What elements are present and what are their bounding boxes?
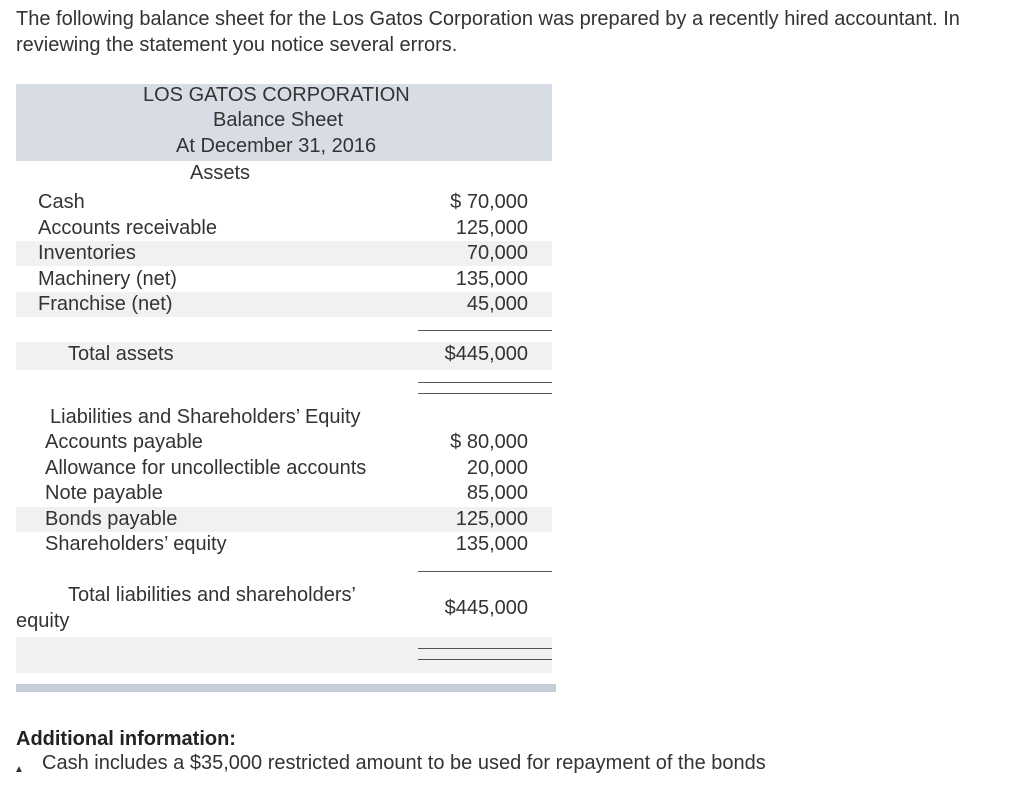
double-rule-bottom [418,393,552,394]
asset-row [16,267,552,292]
sheet-bottom-bar [16,684,556,692]
subtotal-rule [418,330,552,331]
asset-amount: 135,000 [455,268,528,290]
asset-amount: 70,000 [466,242,528,264]
total-liabilities-label-line1: Total liabilities and shareholders’ [68,584,356,606]
balance-sheet [16,84,552,632]
liability-row [16,456,552,481]
total-liabilities-row [16,583,552,637]
spacer-row [16,637,552,673]
liability-amount: 85,000 [466,482,528,504]
liabilities-heading: Liabilities and Shareholders’ Equity [50,406,361,428]
liability-row [16,481,552,506]
assets-heading-row [16,161,552,186]
asset-amount: 125,000 [455,217,528,239]
asset-label: Franchise (net) [38,293,173,315]
asset-amount: $ 70,000 [450,191,528,213]
double-rule-top [418,648,552,649]
total-liabilities-amount: $445,000 [444,597,528,619]
asset-row [16,292,552,317]
total-assets-label: Total assets [68,343,174,365]
liability-amount: 125,000 [455,508,528,530]
statement-date: At December 31, 2016 [176,135,377,157]
total-assets-amount: $445,000 [444,343,528,365]
asset-row [16,241,552,266]
additional-info-heading: Additional information: [16,728,236,750]
liability-label: Allowance for uncollectible accounts [45,457,367,479]
liabilities-heading-row [16,405,552,430]
intro-paragraph: The following balance sheet for the Los Gatos Corporation was prepared by a recently hired accountant. In reviewing the statement you notice several errors. [16,8,960,56]
liability-amount: $ 80,000 [450,431,528,453]
asset-label: Cash [38,191,85,213]
assets-heading: Assets [190,162,251,184]
company-name: LOS GATOS CORPORATION [143,84,410,106]
bullet-icon: ▲ [14,764,24,775]
liability-label: Accounts payable [45,431,203,453]
asset-label: Inventories [38,242,136,264]
balance-sheet-header [16,84,552,161]
liability-row [16,507,552,532]
asset-label: Accounts receivable [38,217,217,239]
liability-label: Note payable [45,482,163,504]
double-rule-bottom [418,659,552,660]
liability-amount: 20,000 [466,457,528,479]
liability-label: Bonds payable [45,508,178,530]
subtotal-rule [418,571,552,572]
asset-row [16,190,552,215]
liability-row [16,430,552,455]
asset-row [16,216,552,241]
total-liabilities-label-line2: equity [16,610,70,632]
statement-title: Balance Sheet [213,109,344,131]
liability-row [16,532,552,557]
double-rule-top [418,382,552,383]
total-assets-row [16,342,552,370]
liability-label: Shareholders’ equity [45,533,227,555]
additional-info-note: Cash includes a $35,000 restricted amount to be used for repayment of the bonds [42,752,766,774]
asset-amount: 45,000 [466,293,528,315]
liability-amount: 135,000 [455,533,528,555]
asset-label: Machinery (net) [38,268,177,290]
